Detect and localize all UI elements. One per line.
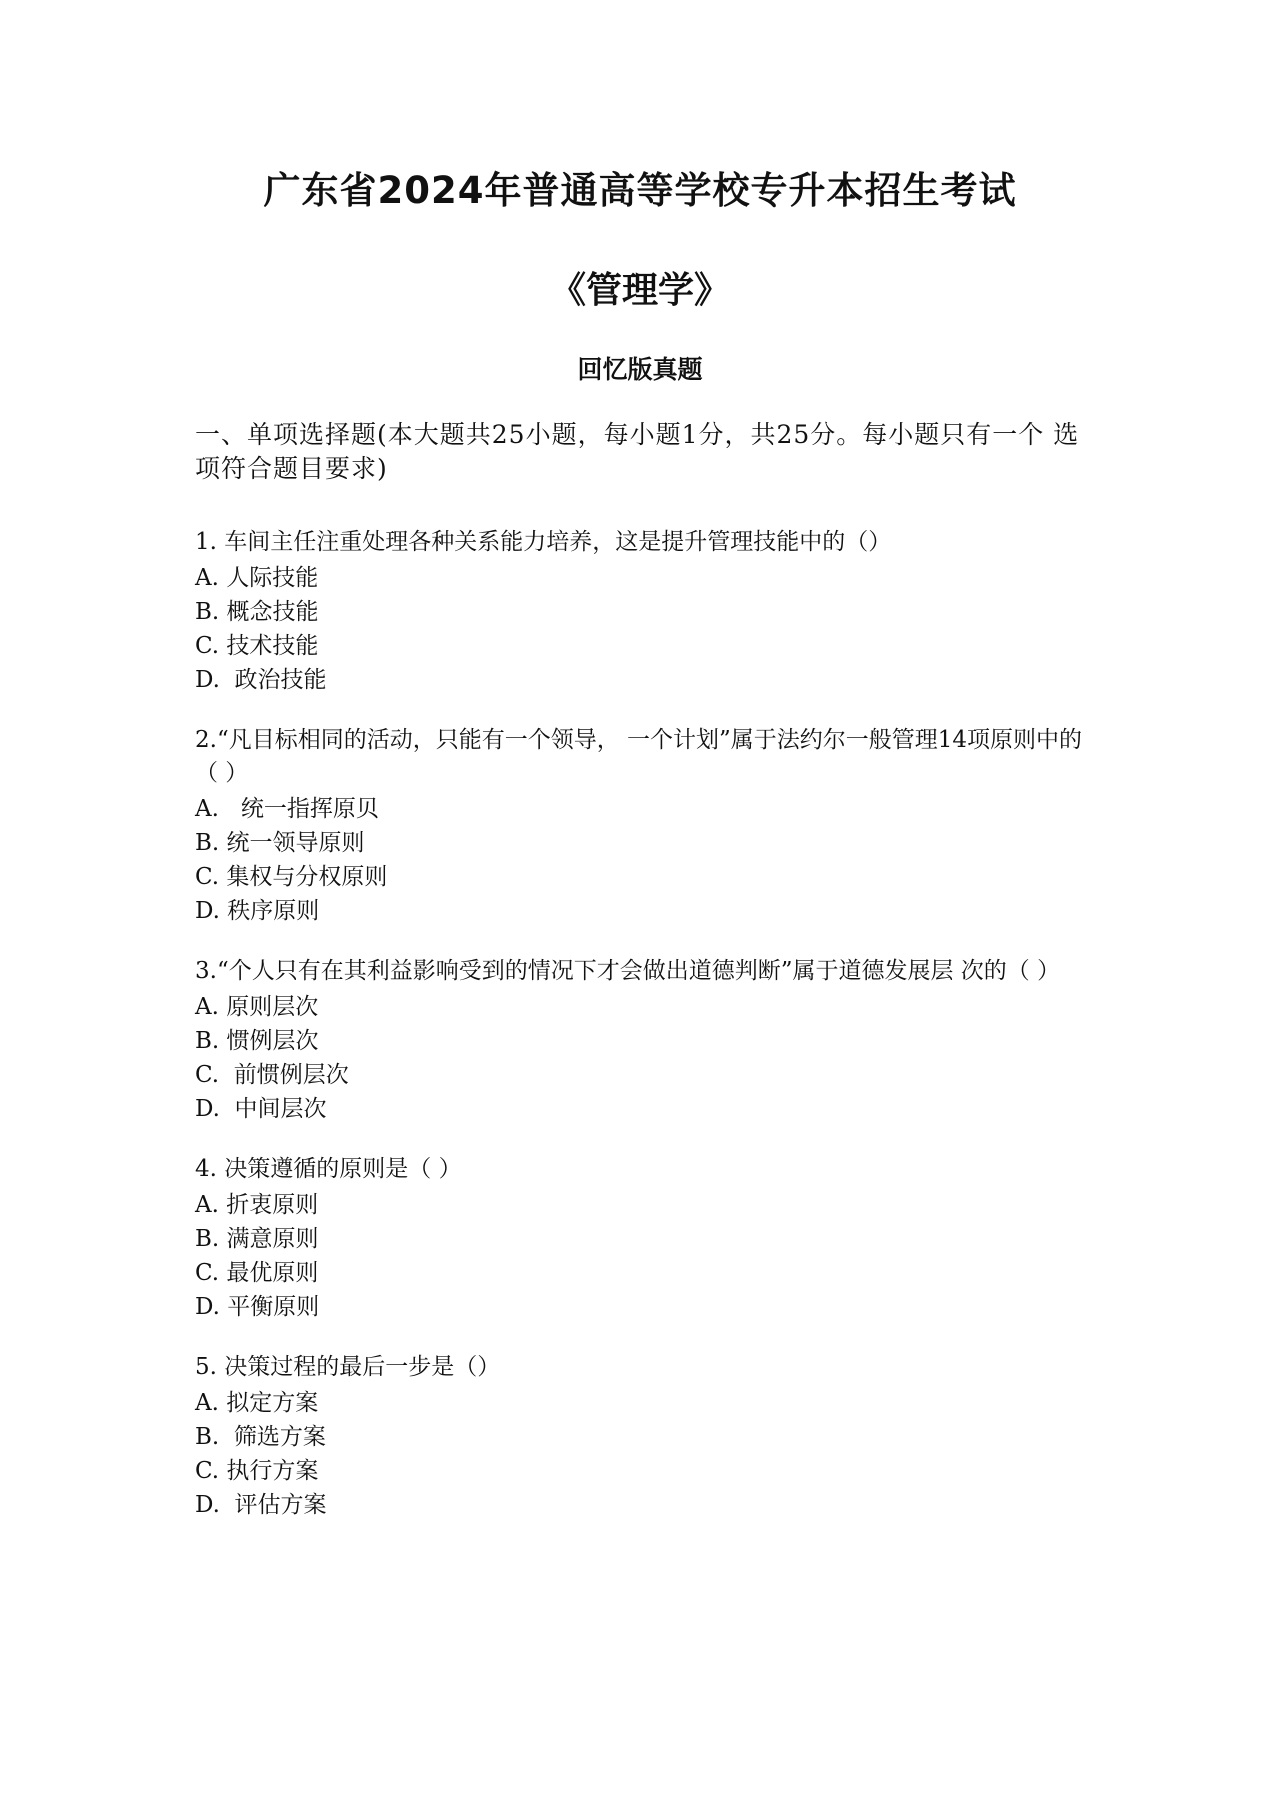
option-d: D. 评估方案 <box>195 1492 327 1518</box>
edition-label: 回忆版真题 <box>577 355 703 384</box>
question-list <box>195 526 1095 1549</box>
option-d: D. 中间层次 <box>195 1096 327 1122</box>
option-b: B. 满意原则 <box>195 1226 319 1252</box>
option-d: D. 平衡原则 <box>195 1294 320 1320</box>
option-b: B. 惯例层次 <box>195 1028 319 1054</box>
option-b: B. 筛选方案 <box>195 1424 326 1450</box>
option-c: C. 最优原则 <box>195 1260 319 1286</box>
question-stem: 4. 决策遵循的原则是（ ） <box>195 1156 462 1182</box>
question-3 <box>195 955 1095 1126</box>
question-stem: 2.“凡目标相同的活动，只能有一个领导， 一个计划”属于法约尔一般管理14项原则中的（ ） <box>195 727 1083 786</box>
subject-title: 《管理学》 <box>549 270 730 311</box>
option-c: C. 前惯例层次 <box>195 1062 349 1088</box>
question-stem: 5. 决策过程的最后一步是（） <box>195 1354 501 1380</box>
option-a: A. 折衷原则 <box>195 1192 319 1218</box>
option-d: D. 秩序原则 <box>195 898 320 924</box>
question-2 <box>195 724 1095 928</box>
option-c: C. 技术技能 <box>195 633 319 659</box>
option-c: C. 集权与分权原则 <box>195 864 388 890</box>
option-a: A. 统一指挥原贝 <box>195 796 379 822</box>
option-b: B. 统一领导原则 <box>195 830 365 856</box>
section-heading: 一、单项选择题(本大题共25小题，每小题1分，共25分。每小题只有一个 选项符合题目要求) <box>195 420 1080 483</box>
option-a: A. 原则层次 <box>195 994 319 1020</box>
option-a: A. 拟定方案 <box>195 1390 319 1416</box>
question-1 <box>195 526 1095 697</box>
question-stem: 3.“个人只有在其利益影响受到的情况下才会做出道德判断”属于道德发展层 次的（ ） <box>195 958 1061 984</box>
question-5 <box>195 1351 1095 1522</box>
question-stem: 1. 车间主任注重处理各种关系能力培养，这是提升管理技能中的（） <box>195 529 892 555</box>
option-a: A. 人际技能 <box>195 565 319 591</box>
option-c: C. 执行方案 <box>195 1458 319 1484</box>
option-b: B. 概念技能 <box>195 599 319 625</box>
option-d: D. 政治技能 <box>195 667 327 693</box>
question-4 <box>195 1153 1095 1324</box>
exam-title: 广东省2024年普通高等学校专升本招生考试 <box>263 169 1017 212</box>
